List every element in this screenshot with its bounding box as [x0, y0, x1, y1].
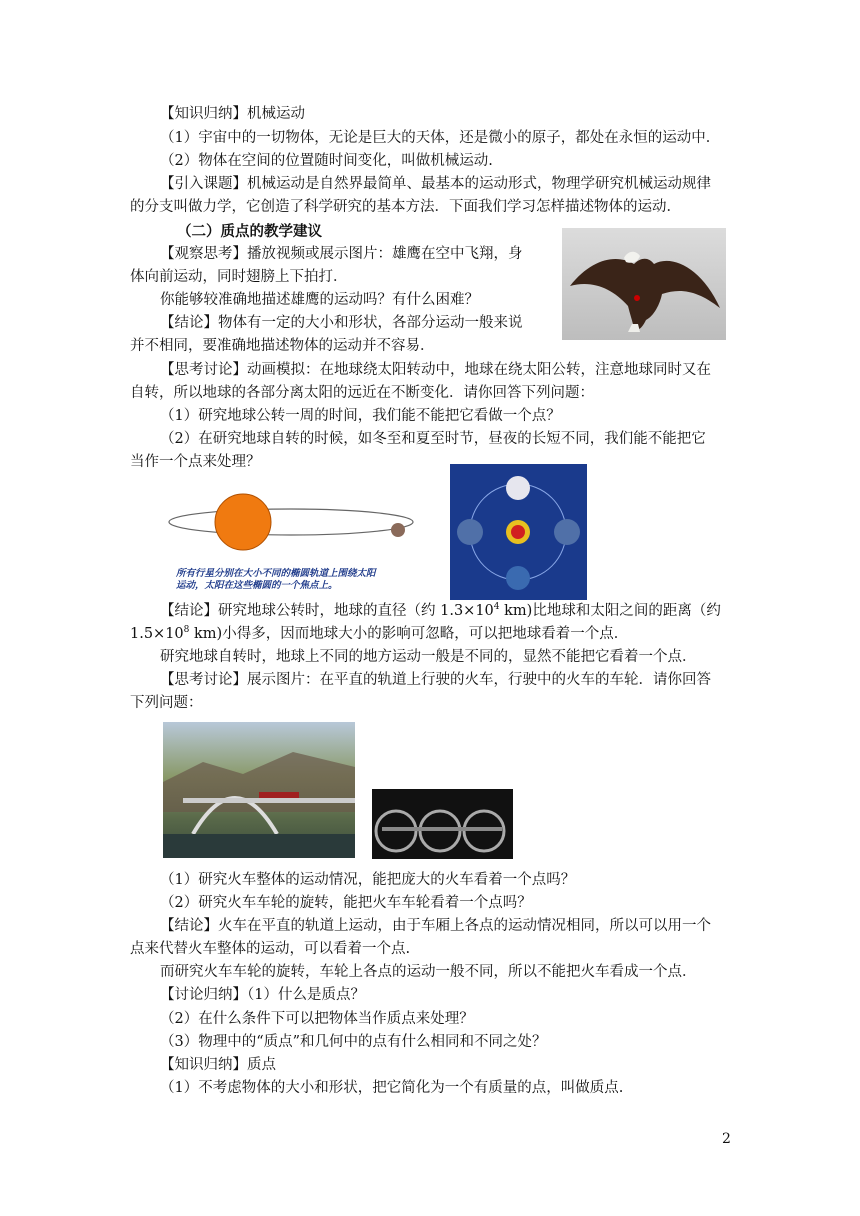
text-line: （1）研究地球公转一周的时间，我们能不能把它看做一个点？ — [160, 408, 561, 424]
orbit-caption: 所有行星分别在大小不同的椭圆轨道上围绕太阳 — [176, 568, 376, 579]
orbit-caption: 运动，太阳在这些椭圆的一个焦点上。 — [176, 580, 338, 590]
text-line: 【结论】物体有一定的大小和形状，各部分运动一般来说 — [160, 315, 523, 331]
text-line: （2）物体在空间的位置随时间变化，叫做机械运动. — [160, 153, 493, 169]
text-line: 【知识归纳】机械运动 — [160, 106, 305, 122]
earth-shape — [457, 519, 483, 545]
text-line: 研究地球自转时，地球上不同的地方运动一般是不同的，显然不能把它看着一个点． — [160, 649, 697, 665]
text-line: （2）在什么条件下可以把物体当作质点来处理？ — [160, 1011, 474, 1027]
train-shape — [259, 792, 299, 798]
text-line: 当作一个点来处理？ — [130, 454, 261, 470]
text-line: 【思考讨论】展示图片：在平直的轨道上行驶的火车，行驶中的火车的车轮．请你回答 — [160, 672, 711, 688]
text-line: 你能够较准确地描述雄鹰的运动吗？有什么困难？ — [160, 292, 479, 308]
sun-shape — [215, 494, 271, 550]
text-line: 【讨论归纳】（1）什么是质点？ — [160, 987, 365, 1003]
text-line: （1）研究火车整体的运动情况，能把庞大的火车看着一个点吗？ — [160, 872, 576, 888]
eagle-icon — [562, 228, 726, 340]
text-line: $1.5\times 10^8$ km)小得多，因而地球大小的影响可忽略，可以把地球看着一个点． — [130, 625, 629, 642]
text-line: 【引入课题】机械运动是自然界最简单、最基本的运动形式，物理学研究机械运动规律 — [160, 176, 711, 192]
train-bridge-photo — [163, 722, 355, 858]
page-number: 2 — [722, 1131, 731, 1147]
earth-shape — [506, 566, 530, 590]
text-line: 并不相同，要准确地描述物体的运动并不容易． — [130, 338, 435, 354]
text-line: 下列问题： — [130, 695, 203, 711]
earth-shape — [554, 519, 580, 545]
text-line: 点来代替火车整体的运动，可以看着一个点. — [130, 941, 411, 957]
section-heading: （二）质点的教学建议 — [177, 223, 322, 240]
text-line: 【观察思考】播放视频或展示图片：雄鹰在空中飞翔，身 — [160, 246, 523, 262]
eagle-photo — [562, 228, 726, 340]
text-line: （3）物理中的“质点”和几何中的点有什么相同和不同之处？ — [160, 1034, 547, 1050]
text-line: 【思考讨论】动画模拟：在地球绕太阳转动中，地球在绕太阳公转，注意地球同时又在 — [160, 362, 711, 378]
text-line: 【知识归纳】质点 — [160, 1057, 276, 1073]
text-line: 的分支叫做力学，它创造了科学研究的基本方法．下面我们学习怎样描述物体的运动． — [130, 199, 681, 215]
text-line: 【结论】研究地球公转时，地球的直径（约 $1.3\times 10^4$ km)比地球和太阳之间的距离（约 — [160, 602, 721, 619]
text-line: （2）在研究地球自转的时候，如冬至和夏至时节，昼夜的长短不同，我们能不能把它 — [160, 431, 706, 447]
sun-shape — [511, 525, 525, 539]
text-line: （2）研究火车车轮的旋转，能把火车车轮看着一个点吗？ — [160, 895, 532, 911]
earth-shape — [506, 476, 530, 500]
text-line: 而研究火车车轮的旋转，车轮上各点的运动一般不同，所以不能把火车看成一个点． — [160, 964, 697, 980]
text-line: （1）宇宙中的一切物体，无论是巨大的天体，还是微小的原子，都处在永恒的运动中． — [160, 130, 721, 146]
text-line: （1）不考虑物体的大小和形状，把它简化为一个有质量的点，叫做质点. — [160, 1080, 624, 1096]
orbit-diagram — [166, 490, 428, 590]
earth-rotation-diagram — [450, 464, 587, 600]
text-line: 【结论】火车在平直的轨道上运动，由于车厢上各点的运动情况相同，所以可以用一个 — [160, 918, 711, 934]
planet-shape — [391, 523, 405, 537]
orbit-ellipse — [169, 509, 413, 535]
text-line: 自转，所以地球的各部分离太阳的远近在不断变化．请你回答下列问题： — [130, 385, 594, 401]
text-line: 体向前运动，同时翅膀上下拍打． — [130, 269, 348, 285]
train-wheels-photo — [372, 789, 513, 859]
